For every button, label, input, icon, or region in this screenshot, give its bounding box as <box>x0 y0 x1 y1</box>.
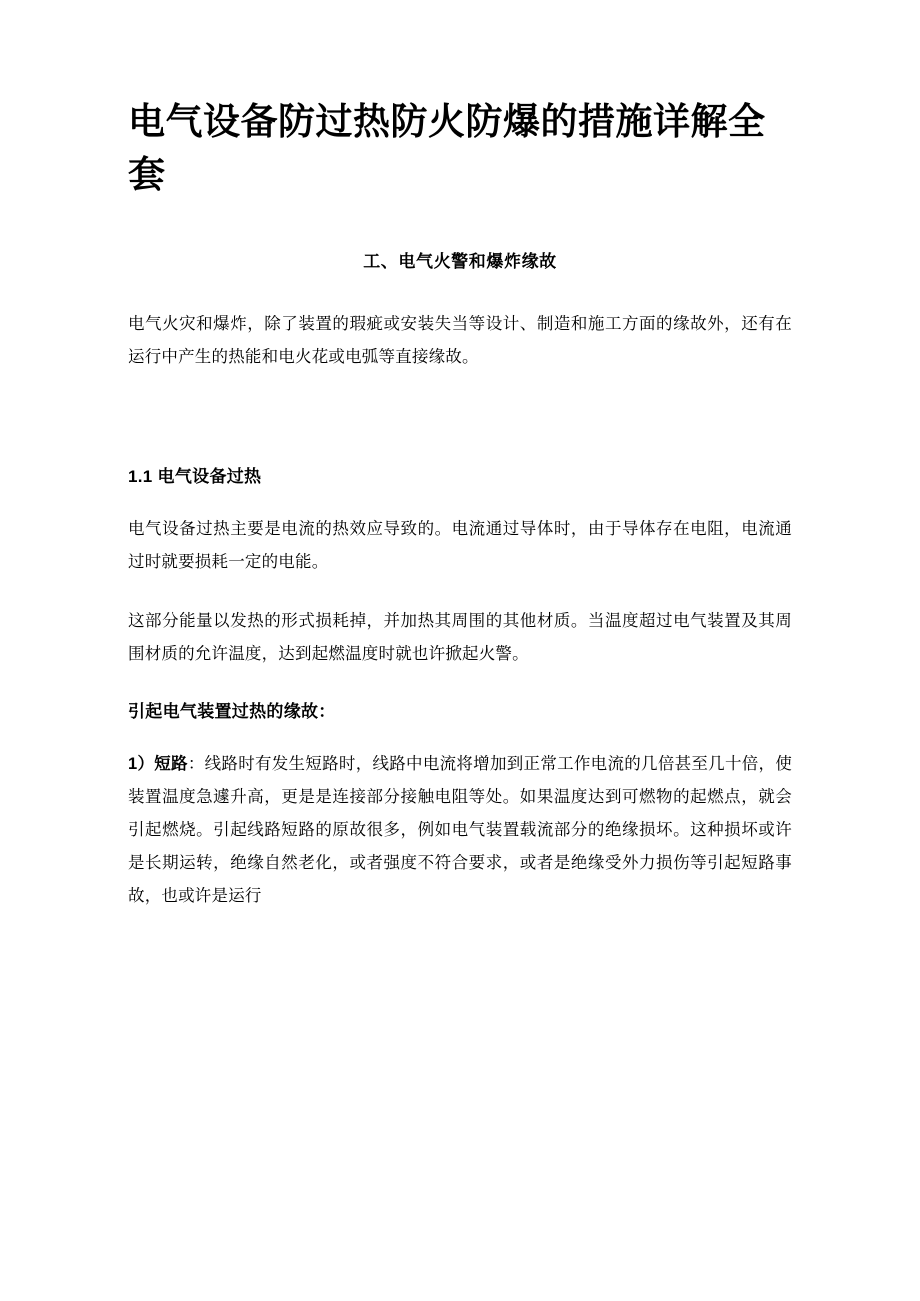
list-item-separator: ： <box>187 755 205 774</box>
page-title: 电气设备防过热防火防爆的措施详解全套 <box>128 101 766 195</box>
intro-paragraph: 电气火灾和爆炸，除了装置的瑕疵或安装失当等设计、制造和施工方面的缘故外，还有在运行中产生的热能和电火花或电弧等直接缘故。 <box>128 315 792 367</box>
list-item-marker: 1） <box>128 755 155 774</box>
subsection-paragraph-2: 这部分能量以发热的形式损耗掉，并加热其周围的其他材质。当温度超过电气装置及其周围材质的允许温度，达到起燃温度时就也许掀起火警。 <box>128 612 792 664</box>
section-heading: 工、电气火警和爆炸缘故 <box>363 252 557 272</box>
subsection-heading-1-1: 1.1 电气设备过热 <box>128 467 262 487</box>
subsection-paragraph-1: 电气设备过热主要是电流的热效应导致的。电流通过导体时，由于导体存在电阻，电流通过时就要损耗一定的电能。 <box>128 520 792 572</box>
section-spacer <box>128 400 792 462</box>
list-item-text: 线路时有发生短路时，线路中电流将增加到正常工作电流的几倍甚至几十倍，使装置温度急遽升高，更是是连接部分接触电阻等处。如果温度达到可燃物的起燃点，就会引起燃烧。引起线路短路的原故很多，例如电气装置载流部分的绝缘损坏。这种损坏或许是长期运转，绝缘自然老化，或者强度不符合要求，或者是绝缘受外力损伤等引起短路事故，也或许是运行 <box>128 755 793 906</box>
list-item-term: 短路 <box>154 755 188 774</box>
list-item <box>128 748 792 913</box>
cause-heading: 引起电气装置过热的缘故： <box>128 702 336 722</box>
